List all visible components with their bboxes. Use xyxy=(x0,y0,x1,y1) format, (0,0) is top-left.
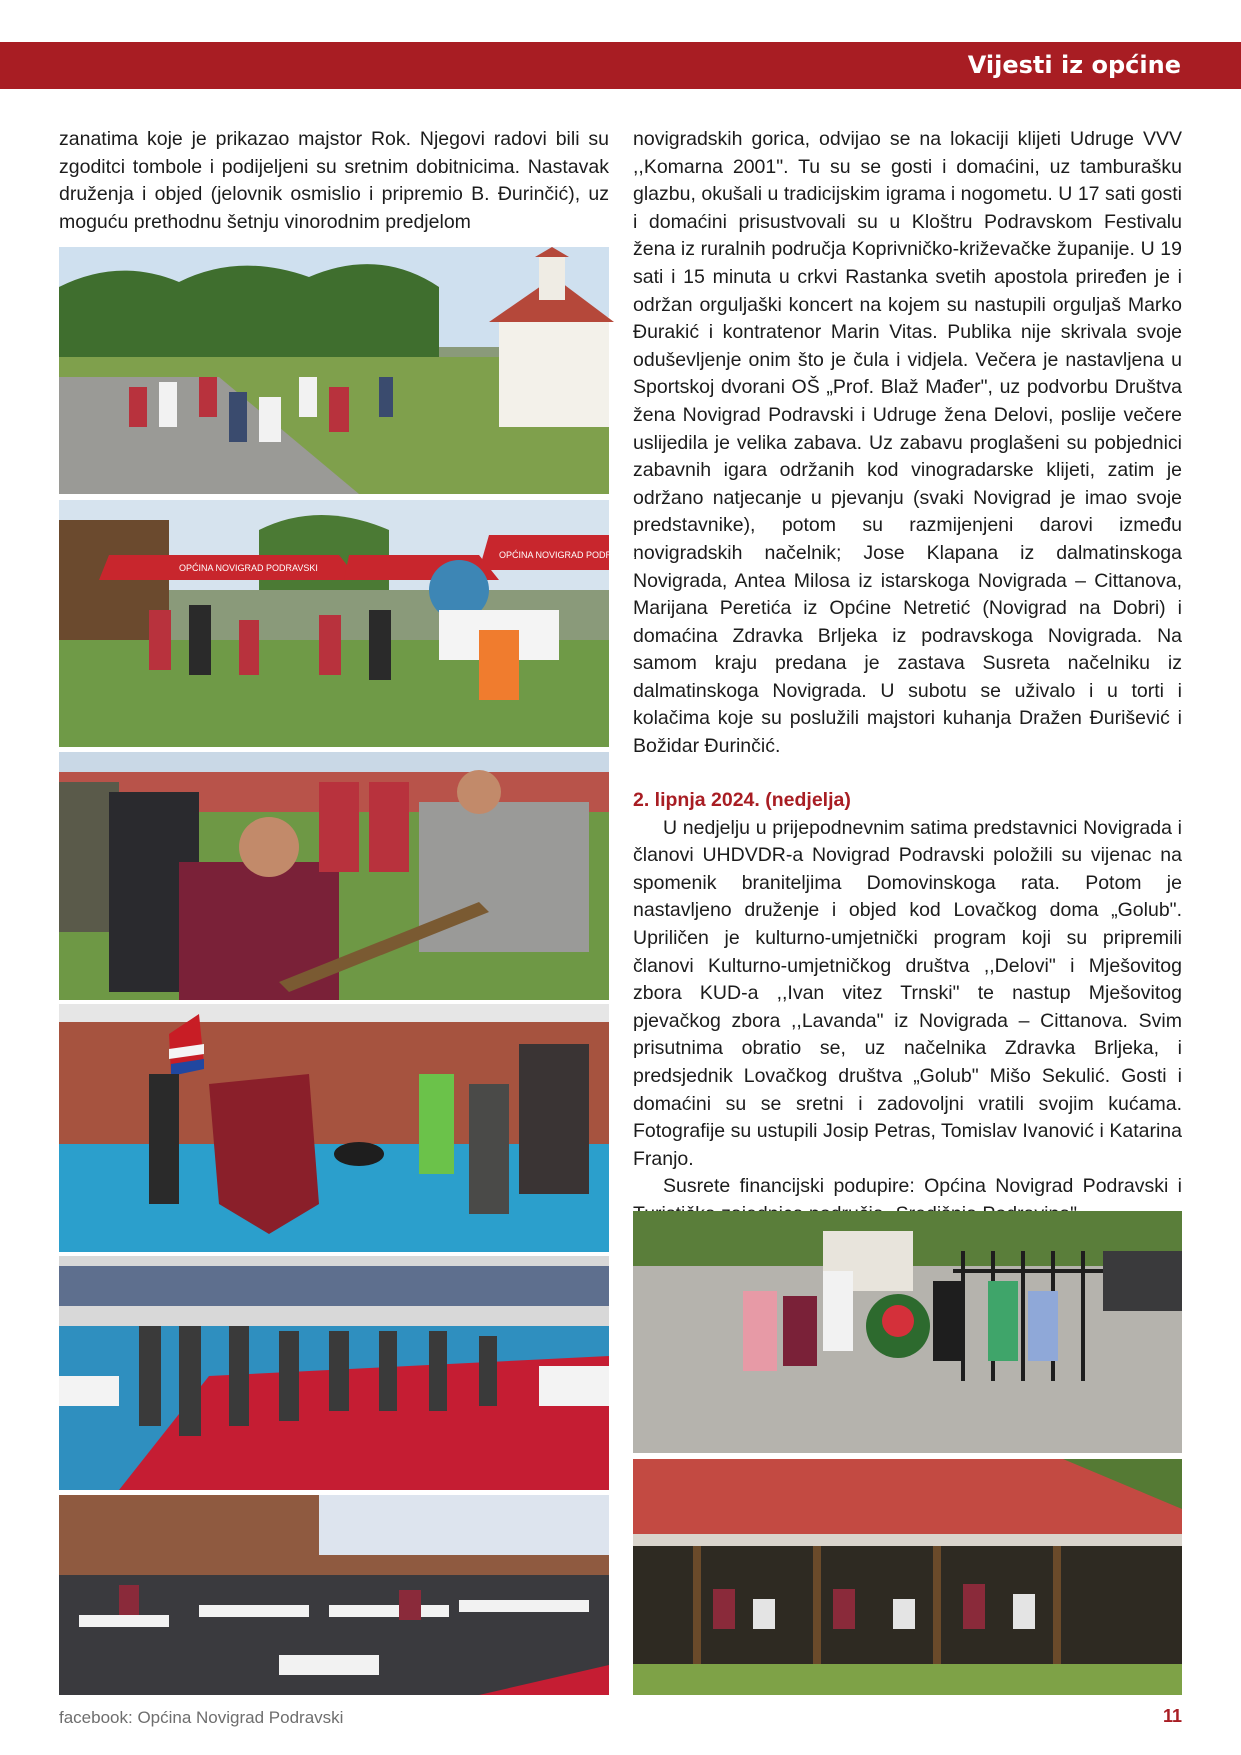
right-text-column xyxy=(633,126,1182,761)
sunday-paragraph: U nedjelju u prijepodnevnim satima predstavnici Novigrada i članovi UHDVDR-a Novigrad Podravski položili su vijenac na spomenik braniteljima Domovinskoga rata. Potom je nastavljeno druženje i objed kod Lovačkog doma „Golub". Upriličen je kulturno-umjetnički program koji su pripremili članovi Kulturno-umjetničkog društva ,,Delovi" i Mješovitog zbora KUD-a ,,Ivan vitez Trnski" te nastup Mješovitog pjevačkog zbora ,,Lavanda" iz Novigrada – Cittanova. Svim prisutnima obratio se, uz načelnika Zdravka Brljeka, i predsjednik Lovačkog društva „Golub" Mišo Sekulić. Gosti i domaćini su se sretni i zadovoljni vratili svojim kućama. Fotografije su ustupili Josip Petras, Tomislav Ivanović i Katarina Franjo. xyxy=(633,816,1182,1170)
photo-dance-hall xyxy=(59,1256,609,1490)
page-number: 11 xyxy=(1162,1706,1182,1726)
photo-tents xyxy=(59,500,638,747)
saturday-paragraph: novigradskih gorica, odvijao se na lokaciji klijeti Udruge VVV ,,Komarna 2001". Tu su se gosti i domaćini, uz tamburašku glazbu, okušali u tradicijskim igrama i nogometu. U 17 sati gosti i domaćini prisustvovali su u Kloštru Podravskom Festivalu žena iz ruralnih područja Koprivničko-križevačke županije. U 19 sati i 15 minuta u crkvi Rastanka svetih apostola priređen je i održan orguljaški koncert na kojem su nastupili orguljaš Marko Đurakić i kontratenor Marin Vitas. Publika nije skrivala svoje oduševljenje onim što je čula i vidjela. Večera je nastavljena u Sportskoj dvorani OŠ „Prof. Blaž Mađer", uz podvorbu Društva žena Novigrad Podravski i Udruge žena Delovi, poslije večere uslijedila je velika zabava. Uz zabavu proglašeni su pobjednici zabavnih igara održanih kod vinogradarske klijeti, zatim je održano natjecanje u pjevanju (svaki Novigrad je imao svoje predstavnike), potom su razmijenjeni darovi između novigradskih načelnik; Jose Klapana iz dalmatinskoga Novigrada, Antea Milosa iz istarskoga Novigrada – Cittanova, Marijana Peretića iz Općine Netretić (Novigrad na Dobri) i domaćina Zdravka Brljeka iz podravskoga Novigrada. Na samom kraju predana je zastava Susreta načelniku iz dalmatinskoga Novigrada. U subotu se uživalo i u torti i kolačima koje su poslužili majstori kuhanja Dražen Đurišević i Božidar Đurinčić. xyxy=(633,128,1182,758)
photo-wreath-procession xyxy=(633,1211,1182,1453)
section-title: Vijesti iz općine xyxy=(967,51,1181,79)
left-paragraph: zanatima koje je prikazao majstor Rok. Njegovi radovi bili su zgoditci tombole i podijeljeni su sretnim dobitnicima. Nastavak druženja i objed (jelovnik osmislio i pripremio B. Đurinčić), uz moguću prethodnu šetnju vinorodnim predjelom xyxy=(59,128,609,233)
support-paragraph: Susrete financijski podupire: Općina Novigrad Podravski i xyxy=(663,1175,1182,1198)
left-text-column xyxy=(59,126,609,236)
tent-sign-right: OPĆINA NOVIGRAD PODRAVSKI xyxy=(499,550,638,560)
photo-dinner-tables xyxy=(59,1495,609,1695)
sunday-section xyxy=(633,787,1182,1229)
photo-pavilion xyxy=(633,1459,1182,1695)
photo-walk-chapel xyxy=(59,247,609,494)
photo-stage-flags xyxy=(59,1004,609,1252)
footer-source: facebook: Općina Novigrad Podravski xyxy=(59,1708,344,1727)
section-heading: 2. lipnja 2024. (nedjelja) xyxy=(633,789,851,811)
photo-traditional-game xyxy=(59,752,609,1000)
section-header-bar xyxy=(0,42,1241,89)
tent-sign-left: OPĆINA NOVIGRAD PODRAVSKI xyxy=(179,563,318,573)
